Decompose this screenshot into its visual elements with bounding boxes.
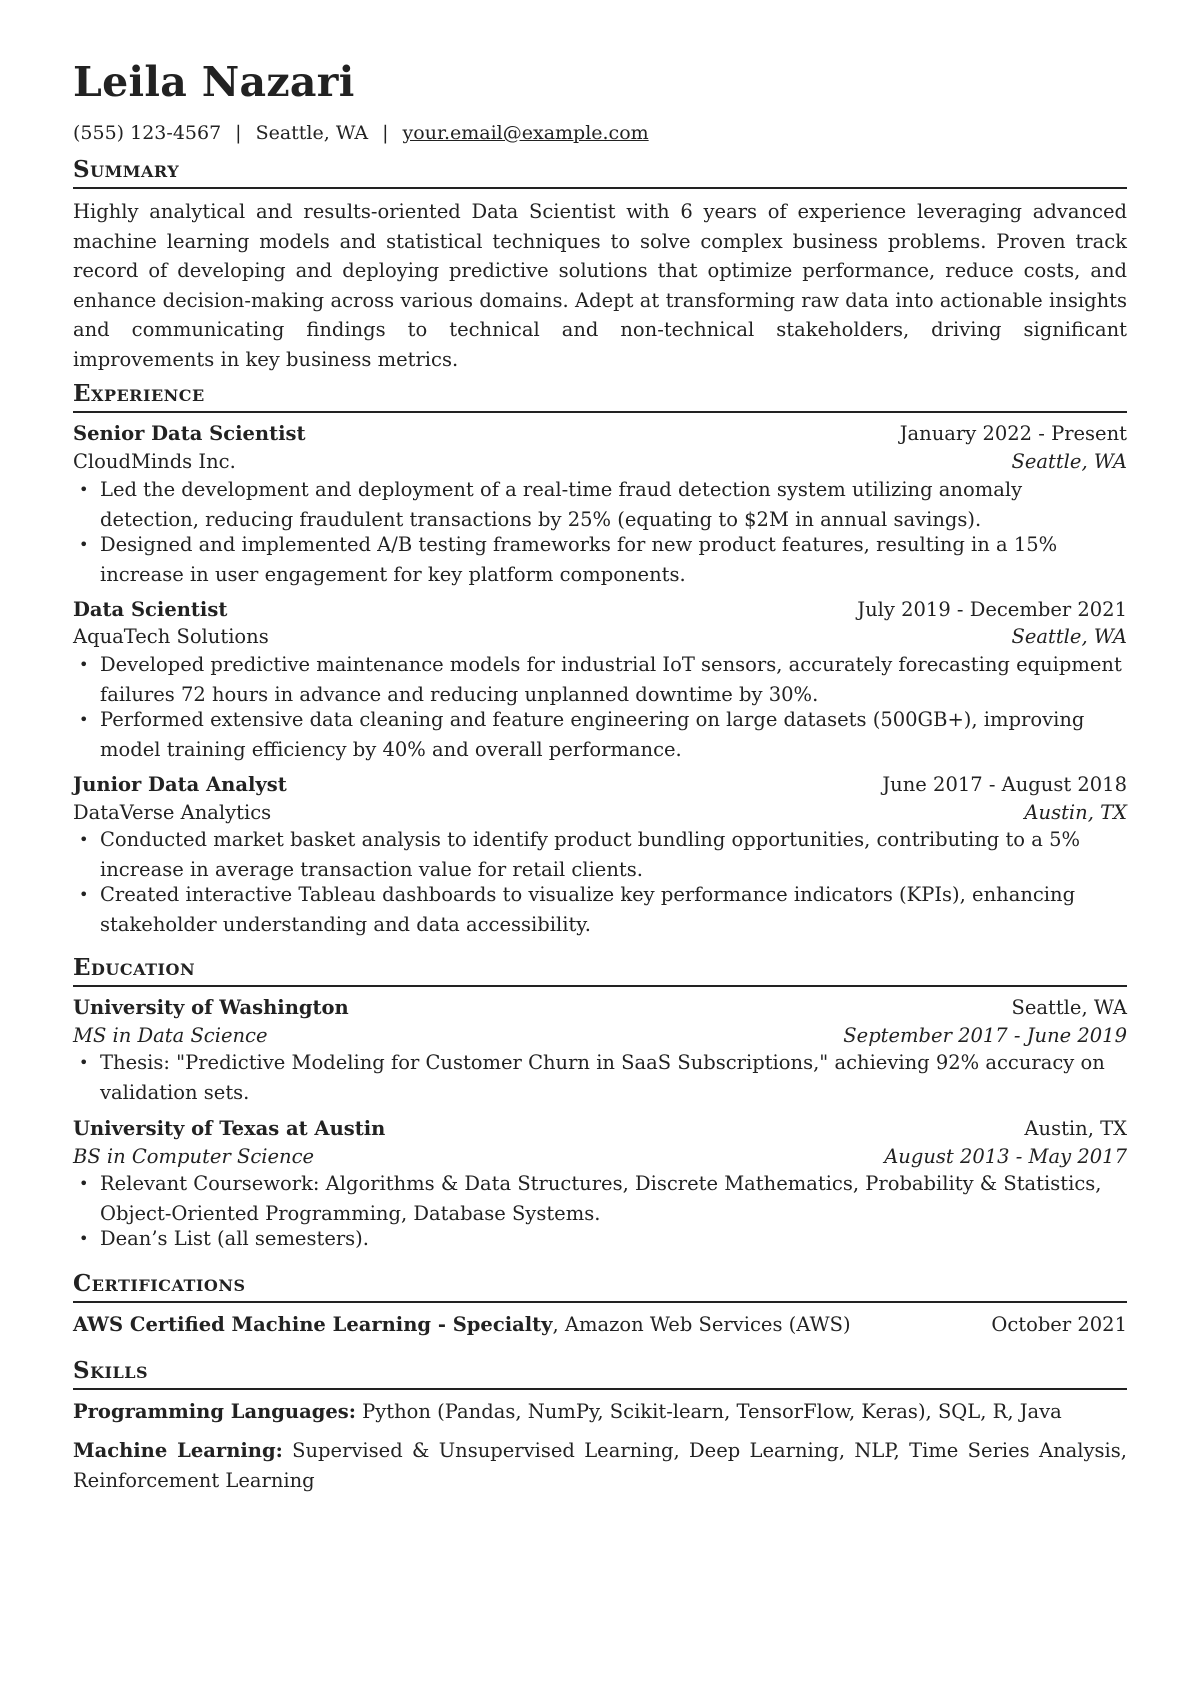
job-header	[73, 419, 1127, 449]
list-item: • Led the development and deployment of a real-time fraud detection system utilizing anomaly detection, reducing fraudulent transactions by 25% (equating to $2M in annual savings).	[73, 475, 1127, 534]
skill-label: Programming Languages:	[73, 1400, 356, 1423]
job-dates: January 2022 - Present	[899, 422, 1127, 445]
list-item: • Relevant Coursework: Algorithms & Data Structures, Discrete Mathematics, Probability & Statistics, Object-Oriented Programming, Database Systems.	[73, 1169, 1127, 1228]
certification-date: October 2021	[991, 1313, 1127, 1336]
list-item: • Developed predictive maintenance models for industrial IoT sensors, accurately forecasting equipment failures 72 hours in advance and reducing unplanned downtime by 30%.	[73, 650, 1127, 709]
school-location: Austin, TX	[1024, 1117, 1127, 1140]
job-header	[73, 770, 1127, 800]
school-location: Seattle, WA	[1011, 996, 1127, 1019]
job-title: Senior Data Scientist	[73, 422, 306, 445]
skill-line	[73, 1436, 1127, 1495]
candidate-name: Leila Nazari	[73, 58, 355, 106]
section-title-summary: Summary	[73, 156, 1127, 189]
degree-name: BS in Computer Science	[73, 1145, 315, 1168]
certification-name: AWS Certified Machine Learning - Specialty	[73, 1313, 553, 1336]
section-title-experience: Experience	[73, 380, 1127, 413]
degree-dates: August 2013 - May 2017	[884, 1145, 1127, 1168]
school-header	[73, 993, 1127, 1023]
list-item: • Designed and implemented A/B testing frameworks for new product features, resulting in a 15% increase in user engagement for key platform components.	[73, 530, 1127, 589]
section-title-certifications: Certifications	[73, 1270, 1127, 1303]
skill-value: Supervised & Unsupervised Learning, Deep Learning, NLP, Time Series Analysis, Reinforcement Learning	[73, 1439, 1127, 1492]
school-name: University of Texas at Austin	[73, 1117, 386, 1140]
job-subheader	[73, 798, 1127, 828]
degree-line	[73, 1021, 1127, 1051]
skill-line	[73, 1397, 1127, 1427]
phone-number: (555) 123-4567	[73, 122, 222, 144]
certification-issuer: , Amazon Web Services (AWS)	[552, 1313, 851, 1336]
list-item: • Dean’s List (all semesters).	[73, 1224, 1127, 1254]
section-title-education: Education	[73, 954, 1127, 987]
contact-line	[73, 122, 649, 144]
school-header	[73, 1114, 1127, 1144]
certification-entry	[73, 1310, 851, 1340]
degree-line	[73, 1142, 1127, 1172]
job-title: Junior Data Analyst	[73, 773, 287, 796]
job-location: Seattle, WA	[1011, 450, 1127, 473]
degree-dates: September 2017 - June 2019	[843, 1024, 1127, 1047]
section-title-skills: Skills	[73, 1357, 1127, 1390]
list-item: • Thesis: "Predictive Modeling for Customer Churn in SaaS Subscriptions," achieving 92% accuracy on validation sets.	[73, 1048, 1127, 1107]
company-name: CloudMinds Inc.	[73, 450, 236, 473]
list-item: • Performed extensive data cleaning and feature engineering on large datasets (500GB+), improving model training efficiency by 40% and overall performance.	[73, 705, 1127, 764]
certification-row	[73, 1310, 1127, 1340]
job-title: Data Scientist	[73, 598, 228, 621]
company-name: AquaTech Solutions	[73, 625, 269, 648]
degree-name: MS in Data Science	[73, 1024, 268, 1047]
job-subheader	[73, 447, 1127, 477]
list-item: • Conducted market basket analysis to identify product bundling opportunities, contributing to a 5% increase in average transaction value for retail clients.	[73, 825, 1127, 884]
company-name: DataVerse Analytics	[73, 801, 272, 824]
job-header	[73, 595, 1127, 625]
job-dates: July 2019 - December 2021	[857, 598, 1127, 621]
job-subheader	[73, 622, 1127, 652]
school-name: University of Washington	[73, 996, 349, 1019]
email-link[interactable]: your.email@example.com	[402, 122, 649, 144]
job-dates: June 2017 - August 2018	[882, 773, 1127, 796]
summary-text: Highly analytical and results-oriented Data Scientist with 6 years of experience leveraging advanced machine learning models and statistical techniques to solve complex business problems. Proven track record of developing and deploying predictive solutions that optimize performance, reduce costs, and enhance decision-making across various domains. Adept at transforming raw data into actionable insights and communicating findings to technical and non-technical stakeholders, driving significant improvements in key business metrics.	[73, 200, 1127, 371]
job-location: Seattle, WA	[1011, 625, 1127, 648]
skill-value: Python (Pandas, NumPy, Scikit-learn, TensorFlow, Keras), SQL, R, Java	[355, 1400, 1062, 1423]
skill-label: Machine Learning:	[73, 1439, 283, 1462]
job-location: Austin, TX	[1024, 801, 1127, 824]
separator: |	[235, 122, 242, 144]
list-item: • Created interactive Tableau dashboards to visualize key performance indicators (KPIs), enhancing stakeholder understanding and data accessibility.	[73, 880, 1127, 939]
location: Seattle, WA	[255, 122, 369, 144]
separator: |	[382, 122, 389, 144]
